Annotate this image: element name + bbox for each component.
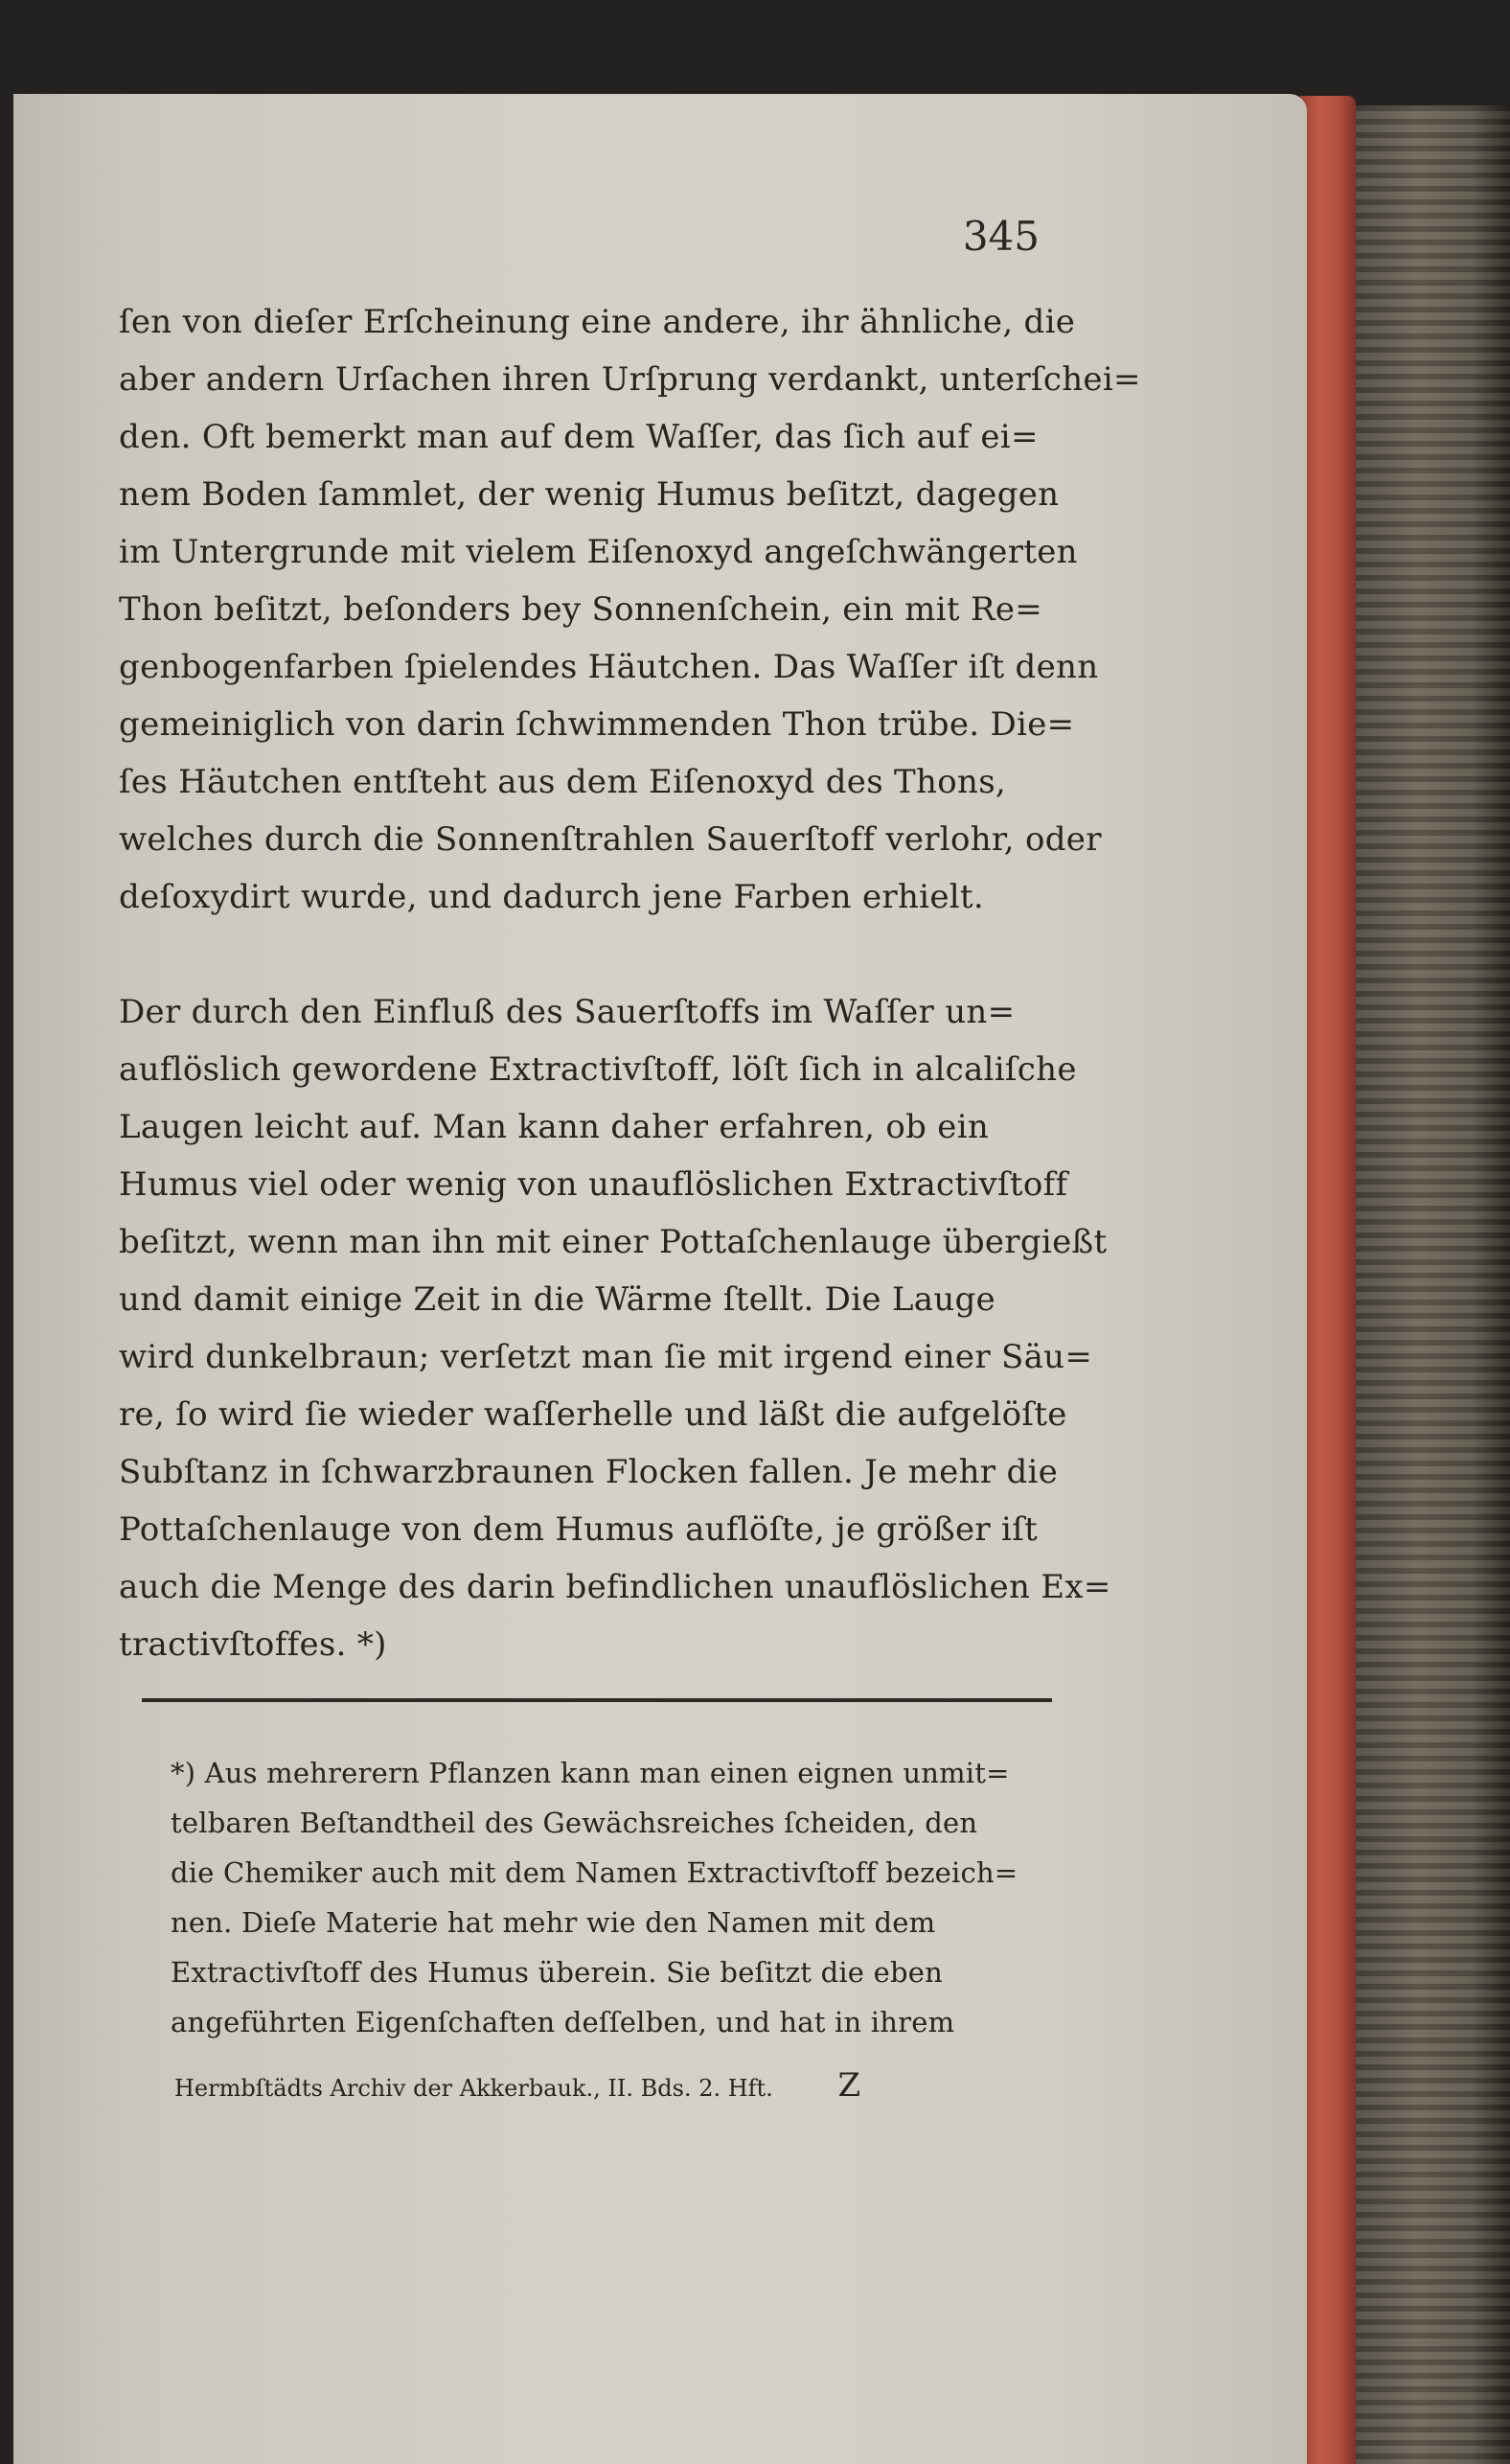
text-line: deſoxydirt wurde, und dadurch jene Farben erhielt. <box>119 878 985 916</box>
page-number: 345 <box>962 213 1040 260</box>
footnote-line: angeführten Eigenſchaften deſſelben, und hat in ihrem <box>171 2006 955 2038</box>
signature-mark: Z <box>837 2066 861 2105</box>
text-line: Pottaſchenlauge von dem Humus auflöſte, je größer iſt <box>119 1510 1039 1549</box>
text-line: gemeiniglich von darin ſchwimmenden Thon trübe. Die= <box>119 705 1075 744</box>
text-line: welches durch die Sonnenſtrahlen Sauerſtoff verlohr, oder <box>119 820 1102 859</box>
text-line: Der durch den Einfluß des Sauerſtoffs im Waſſer un= <box>119 993 1016 1031</box>
text-line: Subſtanz in ſchwarzbraunen Flocken fallen. Je mehr die <box>119 1453 1059 1491</box>
text-line: auch die Menge des darin befindlichen unauflöslichen Ex= <box>119 1568 1111 1606</box>
text-line: nem Boden ſammlet, der wenig Humus beſitzt, dagegen <box>119 475 1060 514</box>
footnote <box>171 1748 1052 2047</box>
text-line: genbogenfarben ſpielendes Häutchen. Das Waſſer iſt denn <box>119 648 1099 686</box>
signature-text: Hermbſtädts Archiv der Akkerbauk., II. Bds. 2. Hft. <box>174 2075 773 2102</box>
text-line: beſitzt, wenn man ihn mit einer Pottaſchenlauge übergießt <box>119 1223 1108 1261</box>
text-line: auflöslich gewordene Extractivſtoff, löſt ſich in alcaliſche <box>119 1050 1077 1089</box>
text-line: ſes Häutchen entſteht aus dem Eiſenoxyd des Thons, <box>119 763 1007 801</box>
text-line: aber andern Urſachen ihren Urſprung verdankt, unterſchei= <box>119 360 1141 399</box>
red-page-edge <box>1300 96 1356 2464</box>
text-line: Humus viel oder wenig von unauflöslichen Extractivſtoff <box>119 1165 1068 1204</box>
text-line: re, ſo wird ſie wieder waſſerhelle und läßt die aufgelöſte <box>119 1395 1067 1434</box>
footnote-line: nen. Dieſe Materie hat mehr wie den Namen mit dem <box>171 1906 936 1939</box>
text-line: tractivſtoffes. *) <box>119 1625 387 1664</box>
footnote-divider <box>142 1698 1052 1702</box>
text-line: den. Oft bemerkt man auf dem Waſſer, das ſich auf ei= <box>119 418 1039 456</box>
footnote-line: *) Aus mehrerern Pflanzen kann man einen eignen unmit= <box>171 1757 1010 1789</box>
text-line: Thon beſitzt, beſonders bey Sonnenſchein, ein mit Re= <box>119 590 1043 629</box>
text-line: im Untergrunde mit vielem Eiſenoxyd angeſchwängerten <box>119 533 1078 571</box>
text-line: und damit einige Zeit in die Wärme ſtellt. Die Lauge <box>119 1280 996 1319</box>
book-spine <box>1356 105 1510 2464</box>
footnote-line: die Chemiker auch mit dem Namen Extractivſtoff bezeich= <box>171 1856 1018 1889</box>
text-line: wird dunkelbraun; verſetzt man ſie mit irgend einer Säu= <box>119 1338 1093 1376</box>
footnote-line: telbaren Beſtandtheil des Gewächsreiches ſcheiden, den <box>171 1807 978 1839</box>
text-line: Laugen leicht auf. Man kann daher erfahren, ob ein <box>119 1108 990 1146</box>
signature-line <box>174 2066 1037 2107</box>
paragraph-2 <box>119 983 1111 1673</box>
footnote-line: Extractivſtoff des Humus überein. Sie beſitzt die eben <box>171 1956 943 1989</box>
paragraph-1 <box>119 293 1141 926</box>
text-line: ſen von dieſer Erſcheinung eine andere, ihr ähnliche, die <box>119 303 1076 341</box>
